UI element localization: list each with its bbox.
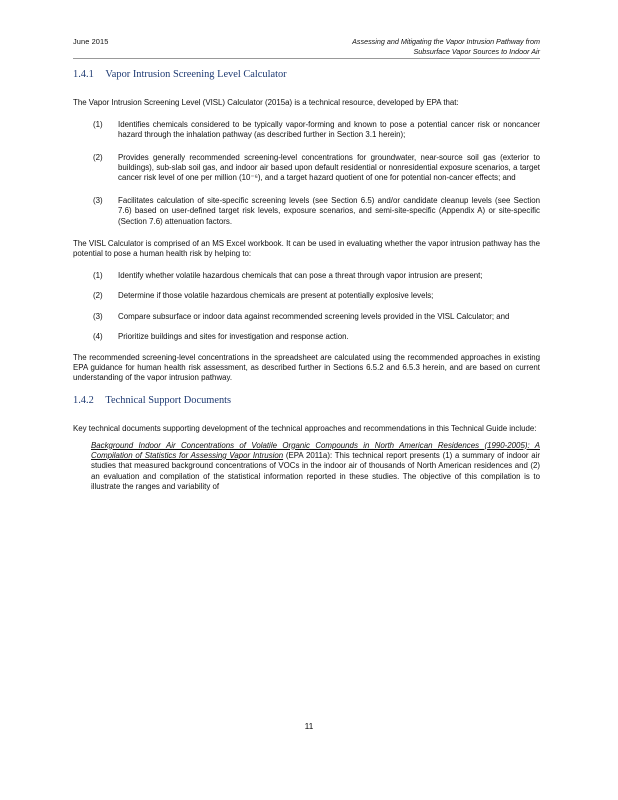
- list-item: [93, 153, 540, 184]
- list-item-label: (4): [93, 332, 103, 342]
- list-item-text: Compare subsurface or indoor data against recommended screening levels provided in the VISL Calculator; and: [118, 311, 510, 321]
- section-heading-support-docs: [73, 396, 540, 406]
- list-item: [93, 312, 540, 322]
- reference-body: (EPA 2011a): This technical report presents (1) a summary of indoor air studies that measured background concentrations of VOCs in the indoor air of thousands of North American residences and (2) an evaluation and compilation of the statistical information reported in these studies. The objective of this compilation is to illustrate the ranges and variability of: [91, 450, 540, 492]
- section-number: 1.4.1: [73, 69, 94, 80]
- list-item-text: Determine if those volatile hazardous chemicals are present at potentially explosive levels;: [118, 291, 434, 301]
- list-item-label: (3): [93, 311, 103, 321]
- section-heading-visl: [73, 70, 540, 80]
- reference-title: Background Indoor Air Concentrations of Volatile Organic Compounds in North American Residences (1990-2005): A Compilation of Statistics for Assessing Vapor Intrusion: [91, 440, 540, 460]
- reference-entry: [91, 441, 540, 493]
- list-item-label: (1): [93, 119, 103, 129]
- list-item: [93, 291, 540, 301]
- list-item-label: (1): [93, 270, 103, 280]
- paragraph-visl-intro: The Vapor Intrusion Screening Level (VISL) Calculator (2015a) is a technical resource, developed by EPA that:: [73, 98, 459, 108]
- list-item-text: Identifies chemicals considered to be typically vapor-forming and known to pose a potential cancer risk or noncancer hazard through the inhalation pathway (as described further in Section 3.1 herein);: [118, 119, 540, 140]
- list-item: [93, 271, 540, 281]
- main-content: [73, 70, 540, 493]
- list-item-label: (3): [93, 195, 103, 205]
- list-item: [93, 332, 540, 342]
- list-item-text: Facilitates calculation of site-specific screening levels (see Section 6.5) and/or candidate cleanup levels (see Section 7.6) based on user-defined target risk levels, exposure scenarios, and semi-site-specific (Appendix A) or site-specific (Section 7.6) attenuation factors.: [118, 195, 540, 226]
- list-item-text: Prioritize buildings and sites for investigation and response action.: [118, 332, 349, 342]
- paragraph-visl-use: The VISL Calculator is comprised of an MS Excel workbook. It can be used in evaluating whether the vapor intrusion pathway has the potential to pose a human health risk by helping to:: [73, 239, 540, 259]
- header-date: June 2015: [73, 37, 109, 46]
- paragraph-support-intro: Key technical documents supporting development of the technical approaches and recommendations in this Technical Guide include:: [73, 424, 537, 434]
- list-item-label: (2): [93, 291, 103, 301]
- list-item: [93, 120, 540, 141]
- header-title-line1: Assessing and Mitigating the Vapor Intrusion Pathway from: [352, 37, 540, 46]
- list-item: [93, 196, 540, 227]
- header-title-line2: Subsurface Vapor Sources to Indoor Air: [413, 46, 540, 56]
- page-number: 11: [304, 721, 314, 731]
- list-item-text: Provides generally recommended screening-level concentrations for groundwater, near-source soil gas (exterior to buildings), sub-slab soil gas, and indoor air based upon default residential or nonresidential exposure scenarios, a target cancer risk level of one per million (10⁻⁶), and a target hazard quotient of one for potential non-cancer effects; and: [118, 152, 540, 183]
- header-rule: [73, 58, 540, 59]
- section-title: Technical Support Documents: [105, 394, 232, 406]
- section-title: Vapor Intrusion Screening Level Calculator: [105, 69, 287, 80]
- list-item-label: (2): [93, 152, 103, 162]
- section-number: 1.4.2: [73, 394, 94, 406]
- list-item-text: Identify whether volatile hazardous chemicals that can pose a threat through vapor intrusion are present;: [118, 270, 483, 280]
- header-title: [300, 37, 540, 56]
- paragraph-screening-basis: The recommended screening-level concentrations in the spreadsheet are calculated using the recommended approaches in existing EPA guidance for human health risk assessment, as described further in Sections 6.5.2 and 6.5.3 herein, and are based on current understanding of the vapor intrusion pathway.: [73, 352, 540, 383]
